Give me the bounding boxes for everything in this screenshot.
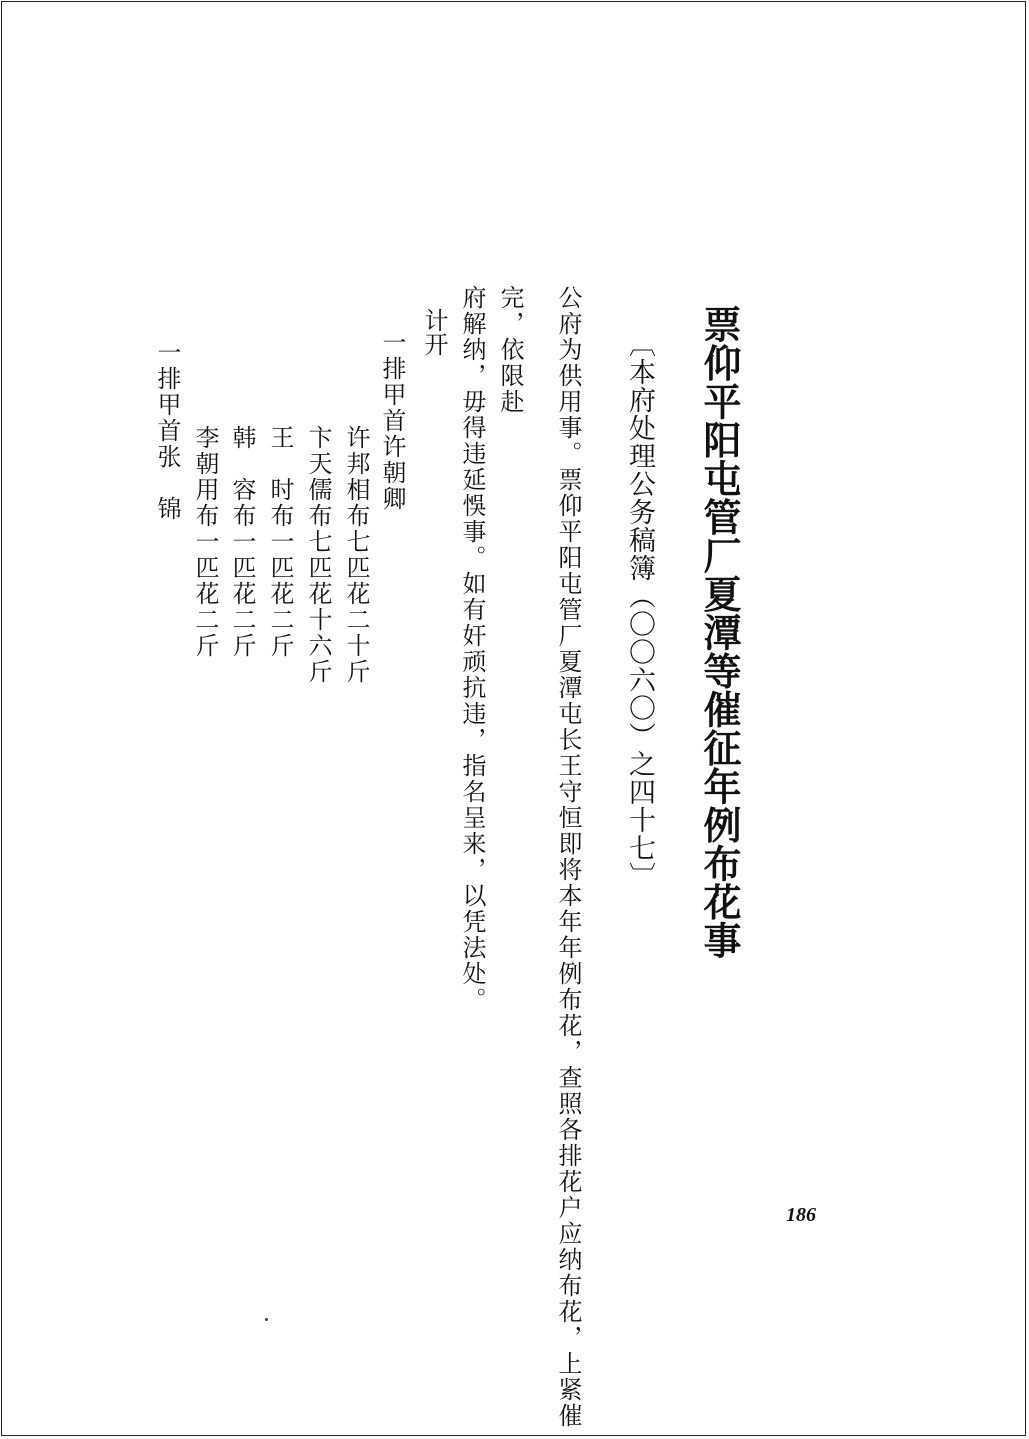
page-number: 186 <box>786 1204 816 1226</box>
list-heading: 计开 <box>420 308 448 356</box>
page-border <box>1 1 1026 1436</box>
ink-speck <box>265 1318 268 1321</box>
document-title: 票仰平阳屯管厂夏潭等催征年例布花事 <box>697 305 742 960</box>
list-item: 李朝用布一匹花二斤 <box>191 425 219 659</box>
body-line-2: 完，依限赴 <box>496 285 524 415</box>
list-item: 卞天儒布七匹花十六斤 <box>304 425 332 685</box>
group-head: 一排甲首许朝卿 <box>378 330 406 512</box>
document-subtitle: 〔本府处理公务稿簿（〇〇六〇）之四十七〕 <box>624 330 655 890</box>
group-head: 一排甲首张 锦 <box>153 340 181 522</box>
body-line-3: 府解纳，毋得违延悞事。如有奸顽抗违，指名呈来，以凭法处。 <box>458 285 486 1013</box>
body-line-1: 公府为供用事。票仰平阳屯管厂夏潭屯长王守恒即将本年年例布花，查照各排花户应纳布花，上紧催 <box>554 285 582 1429</box>
list-item: 王 时布一匹花二斤 <box>266 425 294 659</box>
list-item: 许邦相布七匹花二十斤 <box>342 425 370 685</box>
list-item: 韩 容布一匹花二斤 <box>228 425 256 659</box>
